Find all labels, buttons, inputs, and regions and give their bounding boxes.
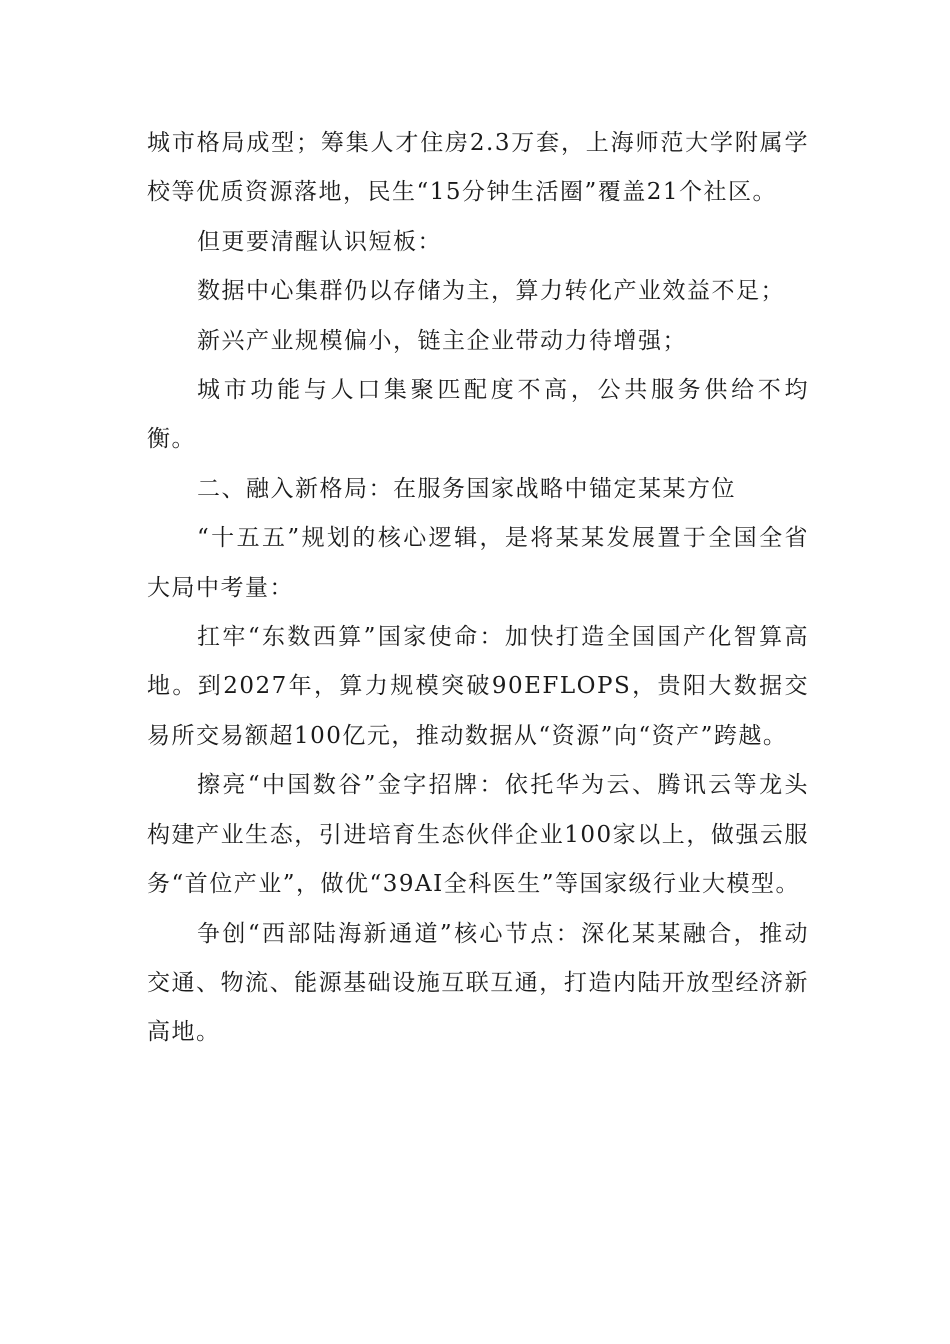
- paragraph-shortcoming-data-center: 数据中心集群仍以存储为主，算力转化产业效益不足；: [197, 278, 785, 305]
- paragraph-core-logic: “十五五”规划的核心逻辑，是将某某发展置于全国全省大局中考量：: [147, 525, 809, 601]
- paragraph-east-data-west-computing: 扛牢“东数西算”国家使命：加快打造全国国产化智算高地。到2027年，算力规模突破90EFLOPS，贵阳大数据交易所交易额超100亿元，推动数据从“资源”向“资产”跨越。: [147, 624, 809, 749]
- paragraph-continuation-city-layout: 城市格局成型；筹集人才住房2.3万套，上海师范大学附属学校等优质资源落地，民生“15分钟生活圈”覆盖21个社区。: [147, 130, 809, 206]
- document-body: [147, 119, 809, 1058]
- paragraph-western-land-sea-corridor: 争创“西部陆海新通道”核心节点：深化某某融合，推动交通、物流、能源基础设施互联互通，打造内陆开放型经济新高地。: [147, 920, 809, 1046]
- paragraph-shortcomings-intro: 但更要清醒认识短板：: [197, 228, 442, 255]
- section-heading-new-pattern: 二、融入新格局：在服务国家战略中锚定某某方位: [197, 475, 736, 502]
- paragraph-shortcoming-industry-scale: 新兴产业规模偏小，链主企业带动力待增强；: [197, 327, 687, 354]
- paragraph-china-data-valley: 擦亮“中国数谷”金字招牌：依托华为云、腾讯云等龙头构建产业生态，引进培育生态伙伴企业100家以上，做强云服务“首位产业”，做优“39AI全科医生”等国家级行业大模型。: [147, 772, 809, 898]
- paragraph-shortcoming-public-services: 城市功能与人口集聚匹配度不高，公共服务供给不均衡。: [147, 377, 809, 453]
